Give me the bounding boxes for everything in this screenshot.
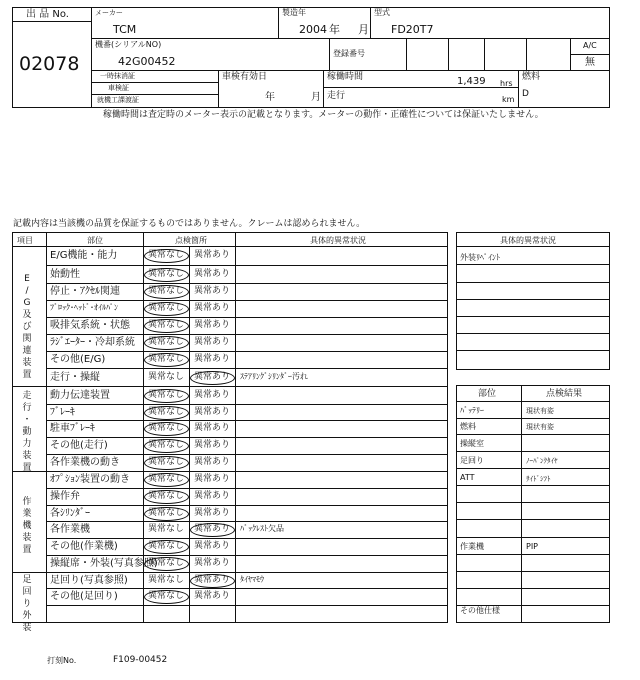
check-circle-18 <box>144 557 189 571</box>
product-no-label: 出 品 No. <box>26 9 69 20</box>
check-circle-3 <box>144 302 189 316</box>
check-circle-19 <box>190 574 235 588</box>
check-circle-6 <box>144 353 189 367</box>
col-part-header: 部位 <box>87 236 103 245</box>
hours-label: 稼働時間 <box>327 72 364 82</box>
row-part-6: その他(E/G) <box>50 354 106 365</box>
reg-label: 登録番号 <box>333 49 365 58</box>
tire-value: ﾉｰﾊﾟﾝｸﾀｲﾔ <box>526 457 558 465</box>
group-work-label: 作 業 機 装 置 <box>22 497 32 555</box>
row-normal-none-16: 異常なし <box>148 524 185 534</box>
row-normal-some-0: 異常あり <box>194 250 231 260</box>
row-normal-none-1: 異常なし <box>148 268 185 279</box>
row-normal-none-10: 異常なし <box>148 423 185 433</box>
row-normal-some-2: 異常あり <box>194 286 231 296</box>
row-normal-none-7: 異常なし <box>148 371 185 382</box>
row-normal-none-2: 異常なし <box>148 286 185 296</box>
row-detail-16: ﾊﾞｯｸﾚｽﾄ欠品 <box>240 524 284 533</box>
row-normal-none-13: 異常なし <box>148 474 185 484</box>
travel-label: 走行 <box>327 91 346 101</box>
ac-label: A/C <box>583 41 597 50</box>
insp-year-unit: 年 <box>265 92 275 103</box>
row-part-12: 各作業機の動き <box>50 457 120 468</box>
temp-cert-label: 一時抹消証 <box>100 72 135 80</box>
check-circle-12 <box>144 456 189 470</box>
fuel-value-right: 現状有姿 <box>526 423 554 431</box>
work-cert-label: 就機工課渡証 <box>97 96 139 104</box>
row-normal-none-5: 異常なし <box>148 337 185 347</box>
fuel-value: D <box>522 89 529 99</box>
row-normal-some-5: 異常あり <box>194 337 231 347</box>
maker-label: メーカー <box>95 9 123 17</box>
row-normal-some-11: 異常あり <box>194 440 231 450</box>
right-detail-row1: 外装ﾘﾍﾟｲﾝﾄ <box>460 253 500 262</box>
row-normal-some-20: 異常あり <box>194 591 231 601</box>
row-normal-some-1: 異常あり <box>194 268 231 279</box>
row-normal-none-20: 異常なし <box>148 591 185 601</box>
check-circle-2 <box>144 285 189 299</box>
tire-label: 足回り <box>460 456 484 465</box>
row-normal-some-8: 異常あり <box>194 389 231 400</box>
year-value: 2004 <box>299 23 327 36</box>
check-circle-17 <box>144 540 189 554</box>
right-col-result: 点検結果 <box>546 389 583 399</box>
insp-month-unit: 月 <box>311 92 321 103</box>
row-normal-some-15: 異常あり <box>194 507 231 518</box>
row-normal-none-0: 異常なし <box>148 250 185 260</box>
inspection-label: 車検有効日 <box>222 72 268 82</box>
row-normal-some-9: 異常あり <box>194 406 231 417</box>
group-travel-label: 走 行 ・ 動 力 装 置 <box>22 391 32 473</box>
row-normal-none-12: 異常なし <box>148 457 185 467</box>
col-check-header: 点検箇所 <box>175 236 207 245</box>
check-circle-11 <box>144 439 189 453</box>
row-part-0: E/G機能・能力 <box>50 250 118 261</box>
row-normal-some-12: 異常あり <box>194 457 231 467</box>
row-part-11: その他(走行) <box>50 440 108 451</box>
right-col-part: 部位 <box>478 389 497 399</box>
row-normal-some-6: 異常あり <box>194 354 231 364</box>
year-unit: 年 <box>329 23 340 36</box>
row-normal-some-17: 異常あり <box>194 541 231 551</box>
row-normal-some-7: 異常あり <box>194 371 231 382</box>
row-part-18: 操縦席・外装(写真参照) <box>50 558 158 569</box>
row-part-9: ﾌﾞﾚｰｷ <box>50 406 75 418</box>
row-normal-none-3: 異常なし <box>148 303 185 313</box>
row-normal-some-3: 異常あり <box>194 303 231 313</box>
row-normal-some-4: 異常あり <box>194 320 231 330</box>
maker-value: TCM <box>113 23 137 36</box>
row-normal-some-19: 異常あり <box>194 574 231 585</box>
work-value-right: PIP <box>526 542 539 551</box>
check-circle-20 <box>144 590 189 604</box>
row-detail-7: ｽﾃｱﾘﾝｸﾞｼﾘﾝﾀﾞｰ汚れ <box>240 371 308 381</box>
work-label-right: 作業機 <box>460 542 484 551</box>
stamp-label: 打刻No. <box>47 656 77 665</box>
other-spec-label: その他仕様 <box>460 606 500 615</box>
row-normal-some-10: 異常あり <box>194 423 231 433</box>
check-circle-8 <box>144 389 189 403</box>
row-part-17: その他(作業機) <box>50 541 118 552</box>
group-undercarriage-label: 足 回 り 外 装 <box>22 575 32 633</box>
quality-note: 記載内容は当該機の品質を保証するものではありません。クレームは認められません。 <box>13 219 366 229</box>
travel-unit: km <box>502 95 515 104</box>
row-part-2: 停止・ｱｸｾﾙ関連 <box>50 286 120 297</box>
row-part-3: ﾌﾞﾛｯｸ･ﾍｯﾄﾞ･ｵｲﾙﾊﾟﾝ <box>50 303 118 312</box>
row-normal-none-14: 異常なし <box>148 491 185 501</box>
month-unit: 月 <box>358 23 369 36</box>
row-normal-none-8: 異常なし <box>148 389 185 400</box>
check-circle-16 <box>190 523 235 537</box>
check-circle-15 <box>144 507 189 521</box>
row-normal-some-16: 異常あり <box>194 524 231 534</box>
row-part-19: 足回り(写真参照) <box>50 574 128 586</box>
vehicle-cert-label: 車検証 <box>108 84 129 92</box>
row-part-5: ﾗｼﾞｴｰﾀｰ・冷却系統 <box>50 337 135 348</box>
row-normal-none-15: 異常なし <box>148 507 185 518</box>
hours-unit: hrs <box>500 79 513 88</box>
check-circle-9 <box>144 406 189 420</box>
ac-value: 無 <box>585 57 595 68</box>
row-normal-none-11: 異常なし <box>148 440 185 450</box>
row-part-8: 動力伝達装置 <box>50 389 110 401</box>
battery-label: ﾊﾞｯﾃﾘｰ <box>460 406 484 415</box>
check-circle-4 <box>144 319 189 333</box>
check-circle-5 <box>144 336 189 350</box>
row-part-7: 走行・操縦 <box>50 371 100 383</box>
year-label: 製造年 <box>282 8 306 17</box>
att-label: ATT <box>460 473 475 482</box>
row-part-13: ｵﾌﾟｼｮﾝ装置の動き <box>50 474 130 485</box>
check-circle-1 <box>144 268 189 282</box>
check-circle-7 <box>190 371 235 385</box>
row-part-10: 駐車ﾌﾞﾚｰｷ <box>50 423 95 434</box>
row-detail-19: ﾀｲﾔﾏﾓｳ <box>240 574 264 584</box>
product-no: 02078 <box>19 53 80 75</box>
row-part-15: 各ｼﾘﾝﾀﾞｰ <box>50 507 90 519</box>
row-part-4: 吸排気系統・状態 <box>50 320 130 331</box>
check-circle-10 <box>144 422 189 436</box>
row-part-14: 操作弁 <box>50 491 80 502</box>
fuel-label: 燃料 <box>522 72 541 82</box>
hours-value: 1,439 <box>457 76 486 87</box>
row-part-16: 各作業機 <box>50 524 90 535</box>
row-normal-none-9: 異常なし <box>148 406 185 417</box>
row-normal-none-19: 異常なし <box>148 574 185 585</box>
right-detail-header: 具体的異常状況 <box>500 236 556 245</box>
row-normal-none-4: 異常なし <box>148 320 185 330</box>
row-normal-some-13: 異常あり <box>194 474 231 484</box>
row-part-1: 始動性 <box>50 268 80 280</box>
hours-note: 稼働時間は査定時のメーター表示の記載となります。メーターの動作・正確性については保証いたしません。 <box>103 110 544 120</box>
col-item-header: 項目 <box>17 236 33 245</box>
row-normal-none-6: 異常なし <box>148 354 185 364</box>
col-detail-header: 具体的異常状況 <box>310 236 366 245</box>
serial-label: 機番(シリアルNO) <box>95 40 162 49</box>
check-circle-13 <box>144 473 189 487</box>
model-label: 型式 <box>374 8 390 17</box>
att-value: ｻｲﾄﾞｼﾌﾄ <box>526 475 551 483</box>
model-value: FD20T7 <box>391 23 434 36</box>
row-normal-none-17: 異常なし <box>148 541 185 551</box>
battery-value: 現状有姿 <box>526 407 554 415</box>
group-eg-label: E / G 及 び 関 連 装 置 <box>22 274 32 380</box>
cabin-label: 操縦室 <box>460 439 484 448</box>
row-normal-none-18: 異常なし <box>148 558 185 568</box>
row-part-20: その他(足回り) <box>50 591 118 602</box>
check-circle-14 <box>144 490 189 504</box>
row-normal-some-14: 異常あり <box>194 491 231 501</box>
serial-value: 42G00452 <box>118 55 176 68</box>
fuel-label-right: 燃料 <box>460 422 476 431</box>
stamp-value: F109-00452 <box>113 655 168 665</box>
row-normal-some-18: 異常あり <box>194 558 231 568</box>
check-circle-0 <box>144 249 189 263</box>
